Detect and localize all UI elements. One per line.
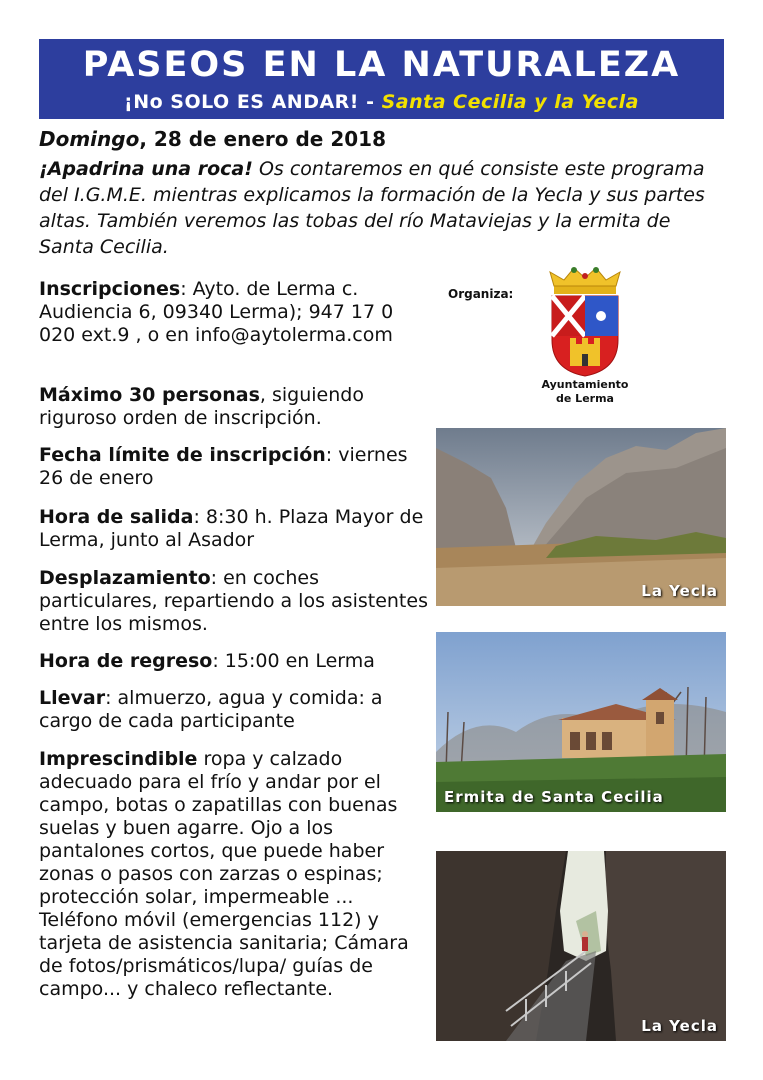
detail-maximo xyxy=(39,384,429,430)
event-day: Domingo xyxy=(39,127,140,151)
detail-text: : almuerzo, agua y comida: a cargo de cada participante xyxy=(39,687,383,732)
detail-label: Fecha límite de inscripción xyxy=(39,444,326,466)
intro-bold: ¡Apadrina una roca! xyxy=(39,158,253,180)
detail-text: : 8:30 h. Plaza Mayor de Lerma, junto al Asador xyxy=(39,506,424,551)
photo-caption: La Yecla xyxy=(641,582,718,600)
detail-hora-salida xyxy=(39,506,429,552)
event-date-rest: , 28 de enero de 2018 xyxy=(139,127,386,151)
event-date xyxy=(39,126,386,152)
banner-title: PASEOS EN LA NATURALEZA xyxy=(82,45,681,85)
photo-caption: La Yecla xyxy=(641,1017,718,1035)
detail-label: Inscripciones xyxy=(39,278,181,300)
detail-text: : en coches particulares, repartiendo a los asistentes entre los mismos. xyxy=(39,567,428,635)
hermitage-church-icon xyxy=(436,632,726,812)
intro-text: Os contaremos en qué consiste este programa del I.G.M.E. mientras explicamos la formación de la Yecla y sus partes altas. También veremos las tobas del río Mataviejas y la ermita de Santa Cecilia. xyxy=(39,158,705,258)
detail-imprescindible xyxy=(39,748,429,1001)
detail-inscripciones xyxy=(39,278,429,347)
detail-text: : 15:00 en Lerma xyxy=(212,650,375,672)
detail-hora-regreso xyxy=(39,650,429,673)
detail-label: Imprescindible xyxy=(39,748,198,770)
detail-fecha-limite xyxy=(39,444,429,490)
lerma-coat-of-arms-icon xyxy=(540,264,630,380)
organizer-name-line1: Ayuntamiento xyxy=(541,378,629,391)
organizer-name xyxy=(520,378,650,406)
canyon-landscape-icon xyxy=(436,428,726,606)
photo-caption: Ermita de Santa Cecilia xyxy=(444,788,664,806)
organizer-name-line2: de Lerma xyxy=(556,392,614,405)
organizer-label: Organiza: xyxy=(448,287,514,301)
detail-label: Llevar xyxy=(39,687,106,709)
detail-llevar xyxy=(39,687,429,733)
photo-la-yecla-gorge xyxy=(436,851,726,1041)
detail-label: Hora de salida xyxy=(39,506,194,528)
photo-ermita xyxy=(436,632,726,812)
detail-label: Máximo 30 personas xyxy=(39,384,260,406)
detail-desplazamiento xyxy=(39,567,429,636)
intro-paragraph xyxy=(39,156,729,260)
detail-label: Hora de regreso xyxy=(39,650,213,672)
photo-la-yecla xyxy=(436,428,726,606)
detail-text: ropa y calzado adecuado para el frío y andar por el campo, botas o zapatillas con buenas suelas y buen agarre. Ojo a los pantalones cortos, que puede haber zonas o pasos con zarzas o espinas; protección solar, impermeable ... Teléfono móvil (emergencias 112) y tarjeta de asistencia sanitaria; Cámara de fotos/prismáticos/lupa/ guías de campo... y chaleco reflectante. xyxy=(39,748,409,1000)
gorge-walkway-icon xyxy=(436,851,726,1041)
title-banner xyxy=(39,39,724,119)
detail-text: : viernes 26 de enero xyxy=(39,444,408,489)
detail-label: Desplazamiento xyxy=(39,567,211,589)
detail-text: : Ayto. de Lerma c. Audiencia 6, 09340 Lerma); 947 17 0 020 ext.9 , o en info@aytolerma.com xyxy=(39,278,394,346)
subtitle-highlight: Santa Cecilia y la Yecla xyxy=(381,91,639,113)
banner-subtitle xyxy=(39,89,724,115)
detail-text: , siguiendo riguroso orden de inscripción. xyxy=(39,384,364,429)
subtitle-prefix: ¡No SOLO ES ANDAR! - xyxy=(124,91,382,113)
